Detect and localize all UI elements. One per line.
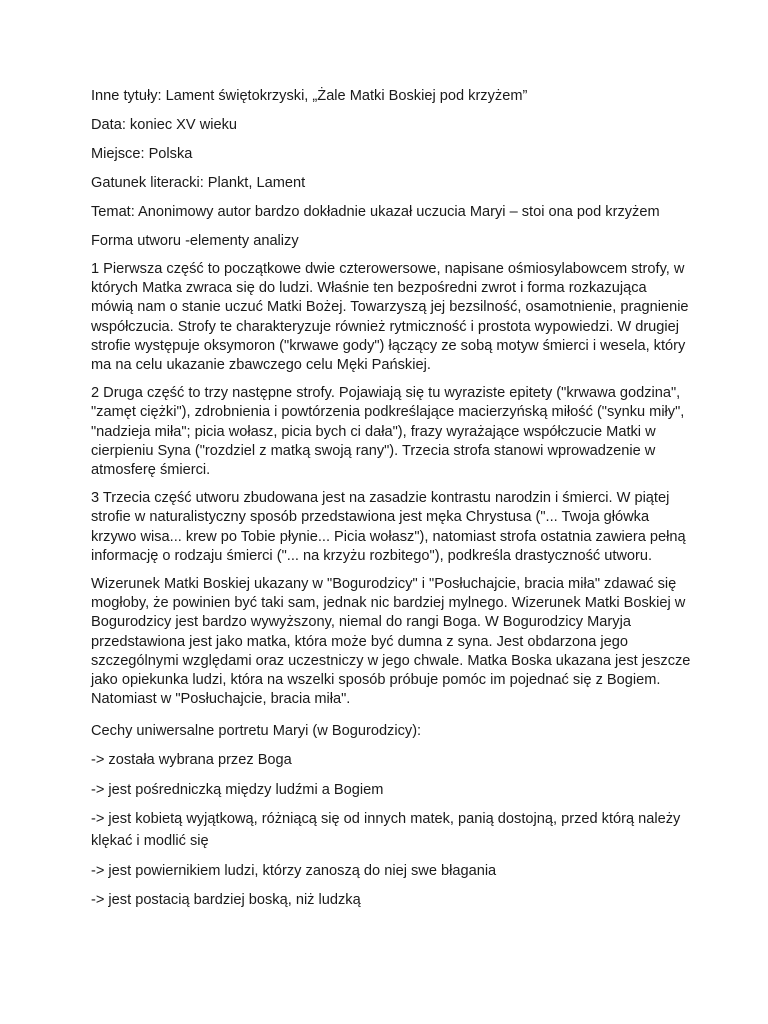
text-line: ma na celu ukazanie zbawczego celu Męki Pańskiej. [91,357,431,374]
text-line: 1 Pierwsza część to początkowe dwie czterowersowe, napisane ośmiosylabowcem strofy, w [91,261,685,277]
text-line: "zamęt ciężki"), zdrobnienia i powtórzenia podkreślające macierzyńską miłość ("synku miły", [91,404,685,421]
text-line: szczególnymi względami oraz uczestniczy w jego chwale. Matka Boska ukazana jest jeszcze [91,652,691,669]
genre-line: Gatunek literacki: Plankt, Lament [91,175,306,191]
text-line: cierpieniu Syna ("rozdziel z matką swoją rany"). Trzecia strofa stanowi wprowadzenie w [91,442,656,459]
list-item-text: -> jest postacią bardziej boską, niż ludzką [91,892,361,909]
date-line: Data: koniec XV wieku [91,117,238,133]
list-item [91,750,678,770]
text-line: współczucia. Strofy te charakteryzuje również rytmiczność i prostota wypowiedzi. W drugiej [91,318,680,335]
text-line: mogłoby, że powinien być taki sam, jednak nic bardziej mylnego. Wizerunek Matki Boskiej w [91,595,686,612]
text-line: których Matka zwraca się do ludzi. Właśnie ten bezpośredni zwrot i forma rozkazująca [91,280,647,297]
text-line: Bogurodzicy jest bardzo wywyższony, niemal do rangi Boga. W Bogurodzicy Maryja [91,614,631,631]
list-item-text: -> została wybrana przez Boga [91,752,292,769]
other-titles-line: Inne tytuły: Lament świętokrzyski, „Żale Matki Boskiej pod krzyżem” [91,88,528,104]
form-heading: Forma utworu -elementy analizy [91,233,299,249]
theme-line: Temat: Anonimowy autor bardzo dokładnie ukazał uczucia Maryi – stoi ona pod krzyżem [91,204,660,220]
list-item [91,809,681,851]
text-line: 2 Druga część to trzy następne strofy. Pojawiają się tu wyraziste epitety ("krwawa godzina", [91,385,681,402]
paragraph-part-one [91,260,689,375]
paragraph-image-of-mary [91,575,691,709]
list-item-text: -> jest kobietą wyjątkową, różniącą się od innych matek, panią dostojną, przed którą należy [91,811,681,828]
text-line: strofie w naturalistyczny sposób przedstawiona jest męka Chrystusa ("... Twoja główka [91,509,650,526]
list-item-text: klękać i modlić się [91,833,209,850]
list-heading: Cechy uniwersalne portretu Maryi (w Bogurodzicy): [91,723,422,740]
list-item-text: -> jest pośredniczką między ludźmi a Bogiem [91,781,384,798]
list-item-text: -> jest powiernikiem ludzi, którzy zanoszą do niej swe błagania [91,862,497,879]
paragraph-part-three [91,489,686,566]
text-line: atmosferę śmierci. [91,462,211,479]
text-line: jako opiekunka ludzi, która na wszelki sposób próbuje pomóc im pojednać się z Bogiem. [91,672,661,689]
place-line: Miejsce: Polska [91,146,193,162]
text-line: mówią nam o stanie uczuć Matki Bożej. Towarzyszą jej bezsilność, osamotnienie, pragnienie [91,299,689,316]
text-line: "nadzieja miła"; picia wołasz, picia bych ci dała"), frazy wyrażające współczucie Matki w [91,423,656,440]
text-line: Natomiast w "Posłuchajcie, bracia miła". [91,691,351,708]
list-item [91,780,678,800]
text-line: informację o rodzaju śmierci ("... na krzyżu rozbitego"), podkreśla drastyczność utworu. [91,547,653,564]
text-line: strofie występuje oksymoron ("krwawe gody") łączący ze sobą motyw śmierci i wesela, który [91,337,686,354]
text-line: 3 Trzecia część utworu zbudowana jest na zasadzie kontrastu narodzin i śmierci. W piątej [91,490,670,507]
paragraph-part-two [91,384,685,480]
list-item [91,861,678,881]
text-line: przedstawiona jest jako matka, która może być dumna z syna. Jest obdarzona jego [91,633,629,650]
text-line: krzywo wisa... krew po Tobie płynie... Picia wołasz"), natomiast strofa ostatnia zawiera pełną [91,528,686,545]
list-item [91,890,678,910]
text-line: Wizerunek Matki Boskiej ukazany w "Bogurodzicy" i "Posłuchajcie, bracia miła" zdawać się [91,576,677,593]
